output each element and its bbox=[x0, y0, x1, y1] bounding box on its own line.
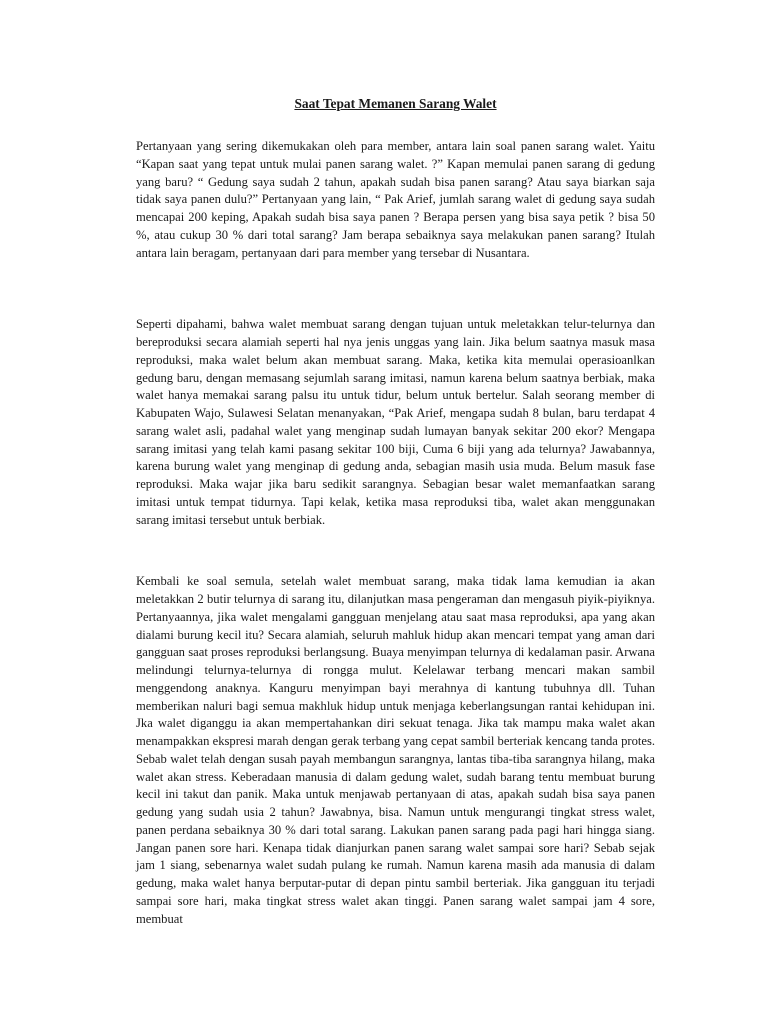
document-title: Saat Tepat Memanen Sarang Walet bbox=[294, 96, 497, 111]
paragraph-spacer bbox=[136, 262, 655, 316]
paragraph-intro: Pertanyaan yang sering dikemukakan oleh para member, antara lain soal panen sarang walet. Yaitu “Kapan saat yang tepat untuk mulai panen sarang walet. ?” Kapan memulai panen sarang di gedung yang baru? “ Gedung saya sudah 2 tahun, apakah sudah bisa panen sarang? Atau saya biarkan saja tidak saya panen dulu?” Pertanyaan yang lain, “ Pak Arief, jumlah sarang walet di gedung saya sudah mencapai 200 keping, Apakah sudah bisa saya panen ? Berapa persen yang bisa saya petik ? bisa 50 %, atau cukup 30 % dari total sarang? Jam berapa sebaiknya saya melakukan panen sarang? Itulah antara lain beragam, pertanyaan dari para member yang tersebar di Nusantara. bbox=[136, 139, 655, 260]
paragraph-spacer bbox=[136, 529, 655, 573]
paragraph-reproduction: Seperti dipahami, bahwa walet membuat sarang dengan tujuan untuk meletakkan telur-telurnya dan bereproduksi secara alamiah seperti hal nya jenis unggas yang lain. Jika belum saatnya masuk masa reproduksi, maka walet belum akan membuat sarang. Maka, ketika kita memulai operasioanlkan gedung baru, dengan memasang sejumlah sarang imitasi, namun karena belum saatnya berbiak, maka walet hanya memakai sarang palsu itu untuk tidur, belum untuk bertelur. Salah seorang member di Kabupaten Wajo, Sulawesi Selatan menanyakan, “Pak Arief, mengapa sudah 8 bulan, baru terdapat 4 sarang walet asli, padahal walet yang menginap sudah lumayan banyak sekitar 200 ekor? Mengapa sarang imitasi yang telah kami pasang sekitar 100 biji, Cuma 6 biji yang ada telurnya? Jawabannya, karena burung walet yang menginap di gedung anda, sebagian masih usia muda. Belum masuk fase reproduksi. Maka wajar jika baru sedikit sarangnya. Sebagian besar walet memanfaatkan sarang imitasi untuk tempat tidurnya. Tapi kelak, ketika masa reproduksi tiba, walet akan menggunakan sarang imitasi tersebut untuk berbiak. bbox=[136, 317, 655, 527]
paragraph-harvest: Kembali ke soal semula, setelah walet membuat sarang, maka tidak lama kemudian ia akan meletakkan 2 butir telurnya di sarang itu, dilanjutkan masa pengeraman dan mengasuh piyik-piyiknya. Pertanyaannya, jika walet mengalami gangguan menjelang atau saat masa reproduksi, apa yang akan dialami burung kecil itu? Secara alamiah, seluruh mahluk hidup akan mencari tempat yang aman dari gangguan saat proses reproduksi berlangsung. Buaya menyimpan telurnya di kedalaman pasir. Arwana melindungi telurnya-telurnya di rongga mulut. Kelelawar terbang mencari makan sambil menggendong anaknya. Kanguru menyimpan bayi merahnya di kantung tubuhnya dll. Tuhan memberikan naluri bagi semua makhluk hidup untuk menjaga keberlangsungan rantai kehidupan ini. Jka walet diganggu ia akan mempertahankan diri sekuat tenaga. Jika tak mampu maka walet akan menampakkan ekspresi marah dengan gerak terbang yang cepat sambil berteriak kencang tanda protes. Sebab walet telah dengan susah payah membangun sarangnya, lantas tiba-tiba sarangnya hilang, maka walet akan stress. Keberadaan manusia di dalam gedung walet, sudah barang tentu membuat burung kecil ini takut dan panik. Maka untuk menjawab pertanyaan di atas, apakah sudah bisa saya panen gedung yang sudah usia 2 tahun? Jawabnya, bisa. Namun untuk mengurangi tingkat stress walet, panen perdana sebaiknya 30 % dari total sarang. Lakukan panen sarang pada pagi hari hingga siang. Jangan panen sore hari. Kenapa tidak dianjurkan panen sarang walet sampai sore hari? Sebab sejak jam 1 siang, sebenarnya walet sudah pulang ke rumah. Namun karena masih ada manusia di dalam gedung, maka walet hanya berputar-putar di depan pintu sambil berteriak. Jika gangguan itu terjadi sampai sore hari, maka tingkat stress walet akan tinggi. Panen sarang walet sampai jam 4 sore, membuat bbox=[136, 574, 655, 926]
